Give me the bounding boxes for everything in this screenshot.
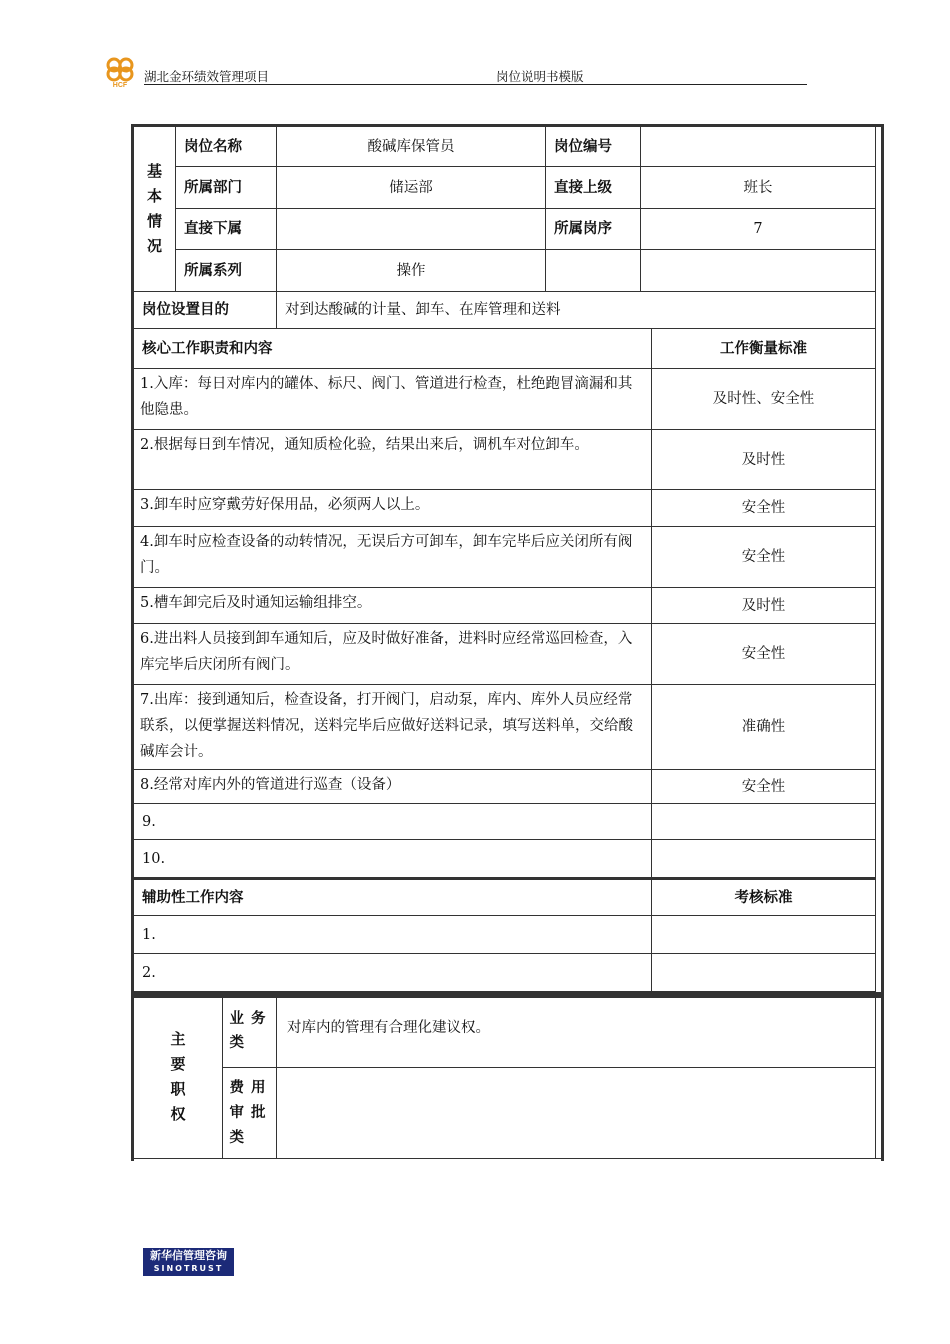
- superior-label: 直接上级: [546, 167, 641, 209]
- series-empty-1: [546, 250, 641, 292]
- core-row-5: 5.槽车卸完后及时通知运输组排空。: [134, 588, 652, 624]
- core-row-9: 9.: [134, 804, 652, 840]
- aux-std-2: [652, 954, 876, 992]
- core-row-7: 7.出库：接到通知后，检查设备，打开阀门，启动泵，库内、库外人员应经常联系，以便掌握送料情况，送料完毕后应做好送料记录，填写送料单，交给酸碱库会计。: [134, 685, 652, 770]
- subordinate-label: 直接下属: [176, 209, 277, 250]
- sequence-label: 所属岗序: [546, 209, 641, 250]
- project-title: 湖北金环绩效管理项目: [144, 69, 270, 84]
- aux-standard-header: 考核标准: [652, 878, 876, 916]
- document-title: 岗位说明书模版: [496, 69, 584, 84]
- core-duties-header: 核心工作职责和内容: [134, 329, 652, 369]
- core-std-4: 安全性: [652, 527, 876, 588]
- superior-value: 班长: [641, 167, 876, 209]
- aux-row-2: 2.: [134, 954, 652, 992]
- expense-value: [277, 1068, 876, 1159]
- basic-info-label: 基本情况: [134, 127, 176, 292]
- core-std-9: [652, 804, 876, 840]
- core-row-1: 1.入库：每日对库内的罐体、标尺、阀门、管道进行检查，杜绝跑冒滴漏和其他隐患。: [134, 369, 652, 430]
- purpose-value: 对到达酸碱的计量、卸车、在库管理和送料: [277, 292, 876, 329]
- job-name-label: 岗位名称: [176, 127, 277, 167]
- core-standard-header: 工作衡量标准: [652, 329, 876, 369]
- hcf-logo-icon: [100, 54, 140, 88]
- core-std-6: 安全性: [652, 624, 876, 685]
- core-std-10: [652, 840, 876, 878]
- core-row-6: 6.进出料人员接到卸车通知后，应及时做好准备，进料时应经常巡回检查，入库完毕后庆闭所有阀门。: [134, 624, 652, 685]
- purpose-label: 岗位设置目的: [134, 292, 277, 329]
- expense-label: 费 用 审 批 类: [223, 1068, 277, 1159]
- core-std-5: 及时性: [652, 588, 876, 624]
- series-value: 操作: [277, 250, 546, 292]
- department-label: 所属部门: [176, 167, 277, 209]
- series-label: 所属系列: [176, 250, 277, 292]
- job-code-label: 岗位编号: [546, 127, 641, 167]
- series-empty-2: [641, 250, 876, 292]
- department-value: 储运部: [277, 167, 546, 209]
- sequence-value: 7: [641, 209, 876, 250]
- core-row-2: 2.根据每日到车情况，通知质检化验，结果出来后，调机车对位卸车。: [134, 430, 652, 490]
- core-row-10: 10.: [134, 840, 652, 878]
- footer-logo-cn: 新华信管理咨询: [150, 1249, 227, 1262]
- business-label: 业 务 类: [223, 995, 277, 1068]
- core-std-7: 准确性: [652, 685, 876, 770]
- core-std-2: 及时性: [652, 430, 876, 490]
- authority-bottom-rule: [131, 1158, 881, 1159]
- core-std-1: 及时性、安全性: [652, 369, 876, 430]
- footer-logo-en: SINOTRUST: [153, 1264, 224, 1273]
- core-row-8: 8.经常对库内外的管道进行巡查（设备）: [134, 770, 652, 804]
- aux-row-1: 1.: [134, 916, 652, 954]
- subordinate-value: [277, 209, 546, 250]
- aux-std-1: [652, 916, 876, 954]
- core-row-4: 4.卸车时应检查设备的动转情况，无误后方可卸车，卸车完毕后应关闭所有阀门。: [134, 527, 652, 588]
- core-std-8: 安全性: [652, 770, 876, 804]
- logo-text: HCF: [112, 82, 128, 88]
- page-header: [100, 54, 807, 86]
- job-name-value: 酸碱库保管员: [277, 127, 546, 167]
- aux-duties-header: 辅助性工作内容: [134, 878, 652, 916]
- authority-label: 主要职权: [134, 995, 223, 1159]
- sinotrust-logo: [143, 1248, 234, 1276]
- header-rule: [144, 84, 807, 85]
- job-code-value: [641, 127, 876, 167]
- business-value: 对库内的管理有合理化建议权。: [277, 995, 876, 1068]
- core-std-3: 安全性: [652, 490, 876, 527]
- core-row-3: 3.卸车时应穿戴劳好保用品，必须两人以上。: [134, 490, 652, 527]
